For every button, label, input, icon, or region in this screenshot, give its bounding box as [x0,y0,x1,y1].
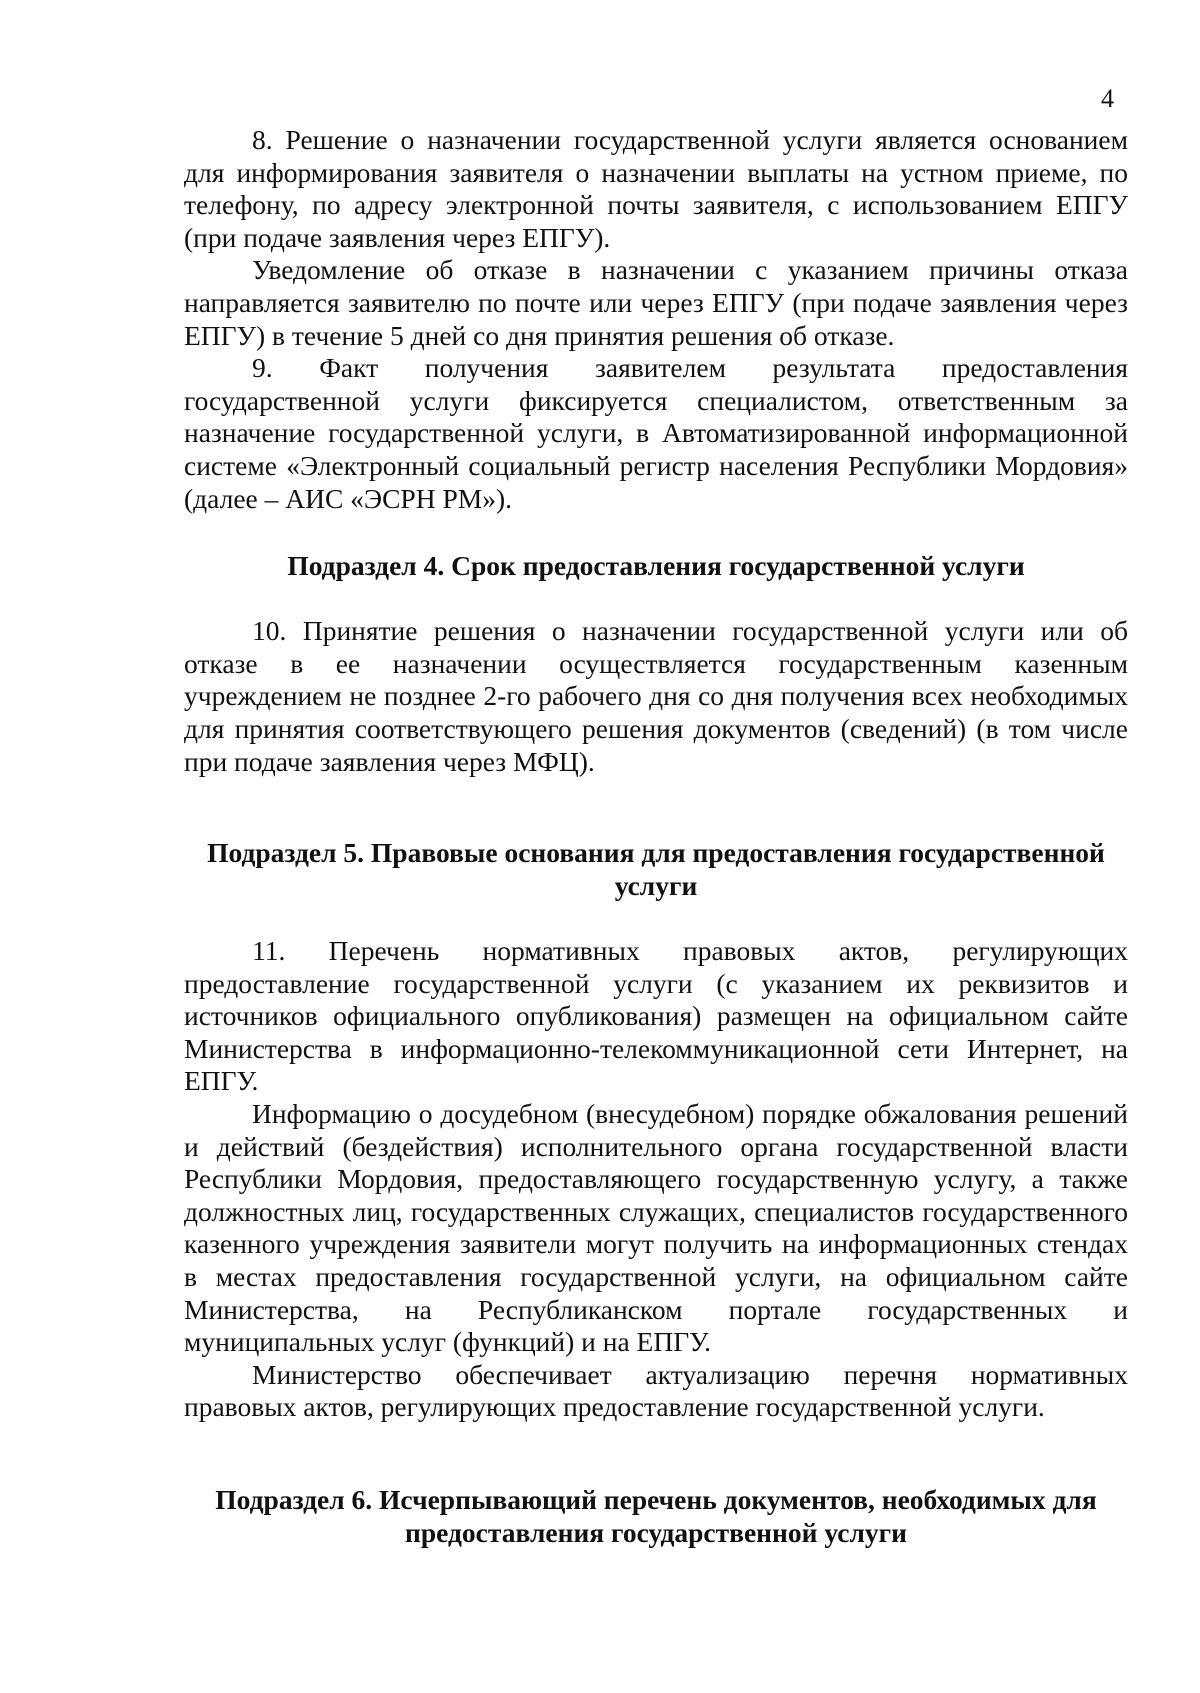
subsection-5-heading: Подраздел 5. Правовые основания для предоставления государственной услуги [207,837,1105,902]
paragraph-11-ministry-update: Министерство обеспечивает актуализацию перечня нормативных правовых актов, регулирующих предоставление государственной услуги. [184,1358,1128,1423]
paragraph-8-notice: Уведомление об отказе в назначении с указанием причины отказа направляется заявителю по почте или через ЕПГУ (при подаче заявления через ЕПГУ) в течение 5 дней со дня принятия решения об отказе. [184,254,1128,351]
paragraph-9: 9. Факт получения заявителем результата предоставления государственной услуги фиксируется специалистом, ответственным за назначение государственной услуги, в Автоматизированной информационной системе «Электронный социальный регистр населения Республики Мордовия» (далее – АИС «ЭСРН РМ»). [184,352,1128,514]
paragraph-8: 8. Решение о назначении государственной услуги является основанием для информирования заявителя о назначении выплаты на устном приеме, по телефону, по адресу электронной почты заявителя, с использованием ЕПГУ (при подаче заявления через ЕПГУ). [184,124,1128,253]
paragraph-11: 11. Перечень нормативных правовых актов, регулирующих предоставление государственной услуги (с указанием их реквизитов и источников официального опубликования) размещен на официальном сайте Министерства в информационно-телекоммуникационной сети Интернет, на ЕПГУ. [184,935,1128,1097]
page-number: 4 [1101,84,1114,113]
subsection-4-heading: Подраздел 4. Срок предоставления государственной услуги [287,550,1025,582]
paragraph-10: 10. Принятие решения о назначении государственной услуги или об отказе в ее назначении осуществляется государственным казенным учреждением не позднее 2-го рабочего дня со дня получения всех необходимых для принятия соответствующего решения документов (сведений) (в том числе при подаче заявления через МФЦ). [184,615,1128,777]
subsection-6-heading: Подраздел 6. Исчерпывающий перечень документов, необходимых для предоставления государственной услуги [215,1484,1097,1548]
paragraph-11-appeal-info: Информацию о досудебном (внесудебном) порядке обжалования решений и действий (бездействия) исполнительного органа государственной власти Республики Мордовия, предоставляющего государственную услугу, а также должностных лиц, государственных служащих, специалистов государственного казенного учреждения заявители могут получить на информационных стендах в местах предоставления государственной услуги, на официальном сайте Министерства, на Республиканском портале государственных и муниципальных услуг (функций) и на ЕПГУ. [184,1098,1128,1358]
document-body [184,124,1128,1549]
